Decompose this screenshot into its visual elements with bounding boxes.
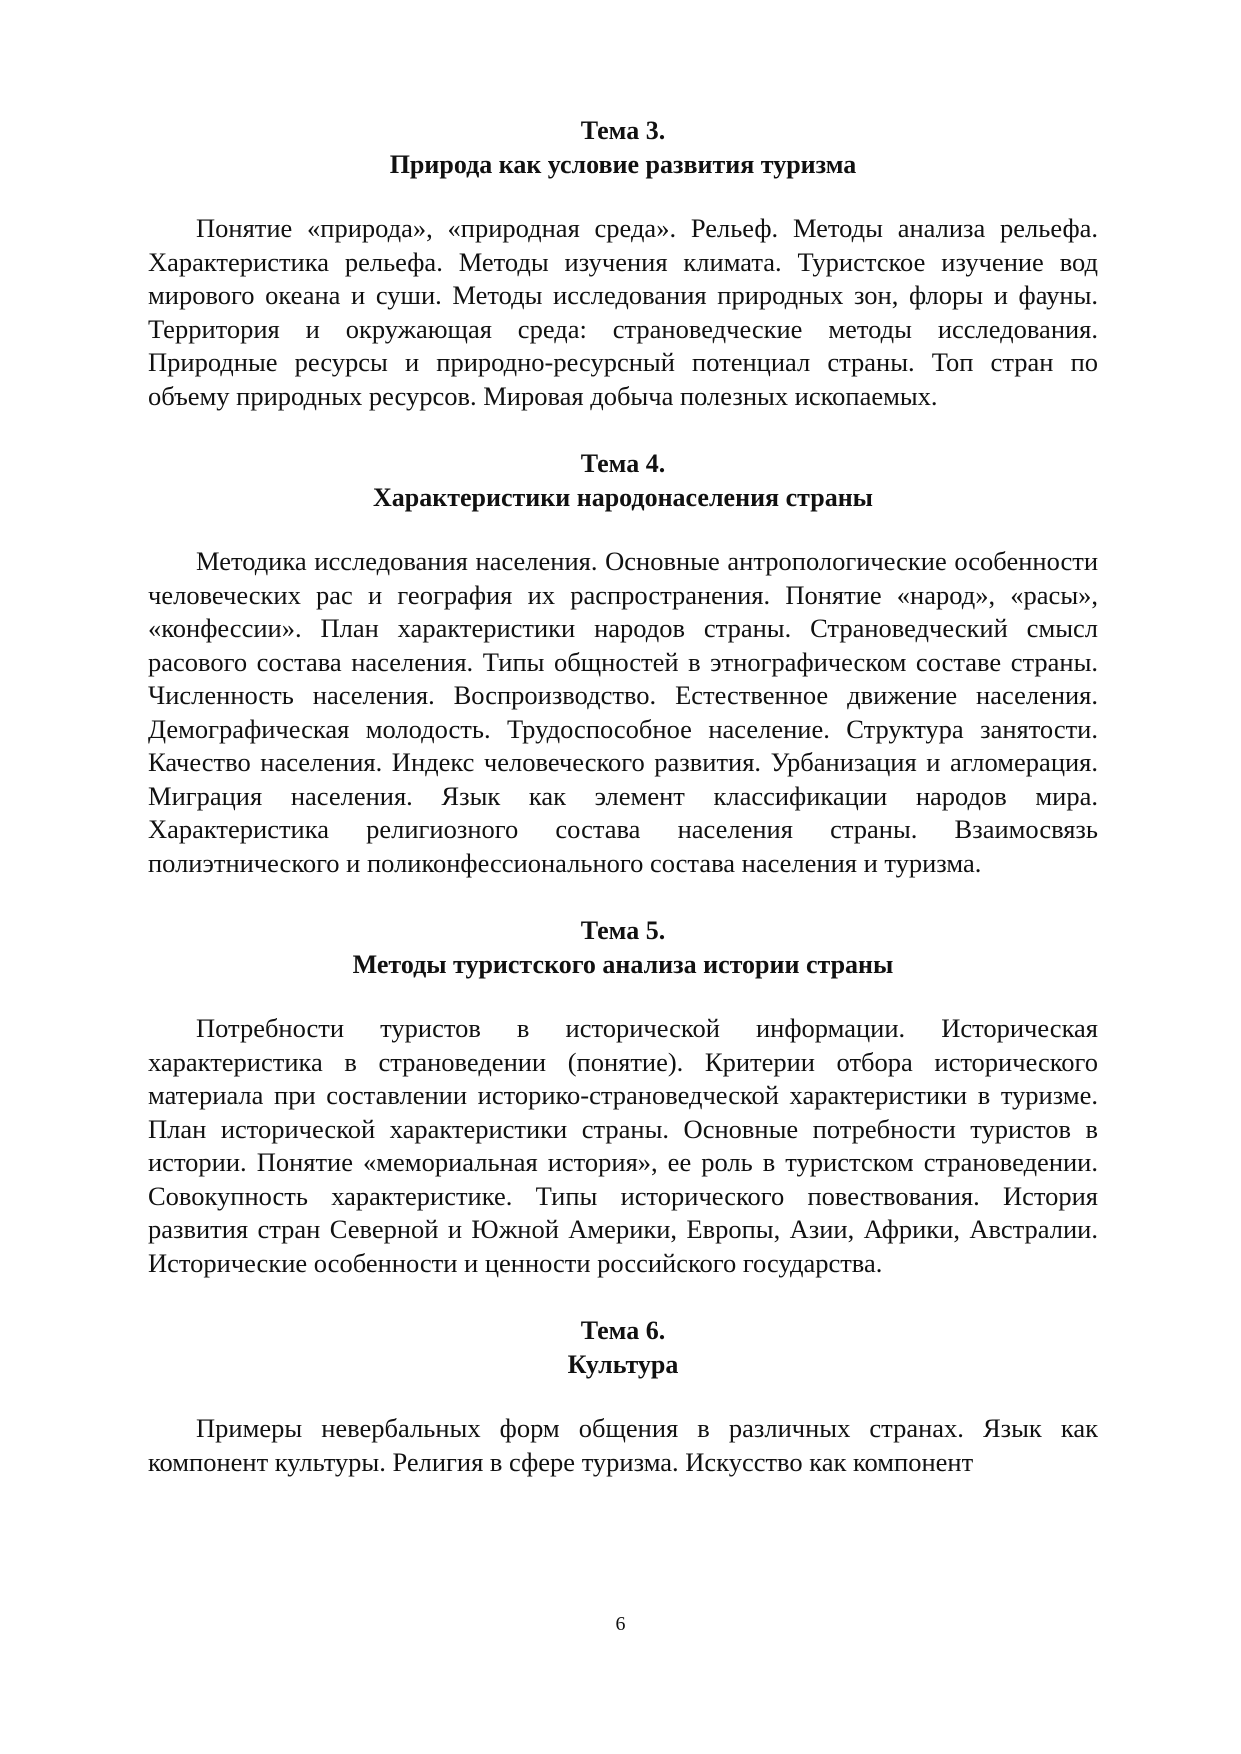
section-heading	[148, 1314, 1098, 1382]
topic-body: Потребности туристов в исторической информации. Историческая характеристика в страноведении (понятие). Критерии отбора исторического материала при составлении историко-страноведческой характеристики в туризме. План исторической характеристики страны. Основные потребности туристов в истории. Понятие «мемориальная история», ее роль в туристском страноведении. Совокупность характеристике. Типы исторического повествования. История развития стран Северной и Южной Америки, Европы, Азии, Африки, Австралии. Исторические особенности и ценности российского государства.	[148, 1013, 1098, 1278]
section-topic-3	[148, 114, 1098, 413]
topic-title: Характеристики народонаселения страны	[373, 483, 873, 512]
section-heading	[148, 447, 1098, 515]
topic-body: Понятие «природа», «природная среда». Рельеф. Методы анализа рельефа. Характеристика рельефа. Методы изучения климата. Туристское изучение вод мирового океана и суши. Методы исследования природных зон, флоры и фауны. Территория и окружающая среда: страноведческие методы исследования. Природные ресурсы и природно-ресурсный потенциал страны. Топ стран по объему природных ресурсов. Мировая добыча полезных ископаемых.	[148, 213, 1098, 411]
section-heading	[148, 914, 1098, 982]
section-topic-6	[148, 1314, 1098, 1479]
topic-number: Тема 3.	[580, 116, 666, 145]
topic-body: Методика исследования населения. Основные антропологические особенности человеческих рас и география их распространения. Понятие «народ», «расы», «конфессии». План характеристики народов страны. Страноведческий смысл расового состава населения. Типы общностей в этнографическом составе страны. Численность населения. Воспроизводство. Естественное движение населения. Демографическая молодость. Трудоспособное население. Структура занятости. Качество населения. Индекс человеческого развития. Урбанизация и агломерация. Миграция населения. Язык как элемент классификации народов мира. Характеристика религиозного состава населения страны. Взаимосвязь полиэтнического и поликонфессионального состава населения и туризма.	[148, 546, 1098, 878]
topic-body: Примеры невербальных форм общения в различных странах. Язык как компонент культуры. Религия в сфере туризма. Искусство как компонент	[148, 1413, 1098, 1477]
section-topic-5	[148, 914, 1098, 1280]
topic-title: Культура	[567, 1350, 679, 1379]
topic-title: Природа как условие развития туризма	[389, 150, 857, 179]
topic-title: Методы туристского анализа истории страны	[352, 950, 894, 979]
section-topic-4	[148, 447, 1098, 880]
section-heading	[148, 114, 1098, 182]
topic-number: Тема 5.	[580, 916, 666, 945]
topic-number: Тема 4.	[580, 449, 666, 478]
topic-number: Тема 6.	[580, 1316, 666, 1345]
page-number: 6	[615, 1613, 626, 1635]
document-page	[148, 114, 1098, 1479]
